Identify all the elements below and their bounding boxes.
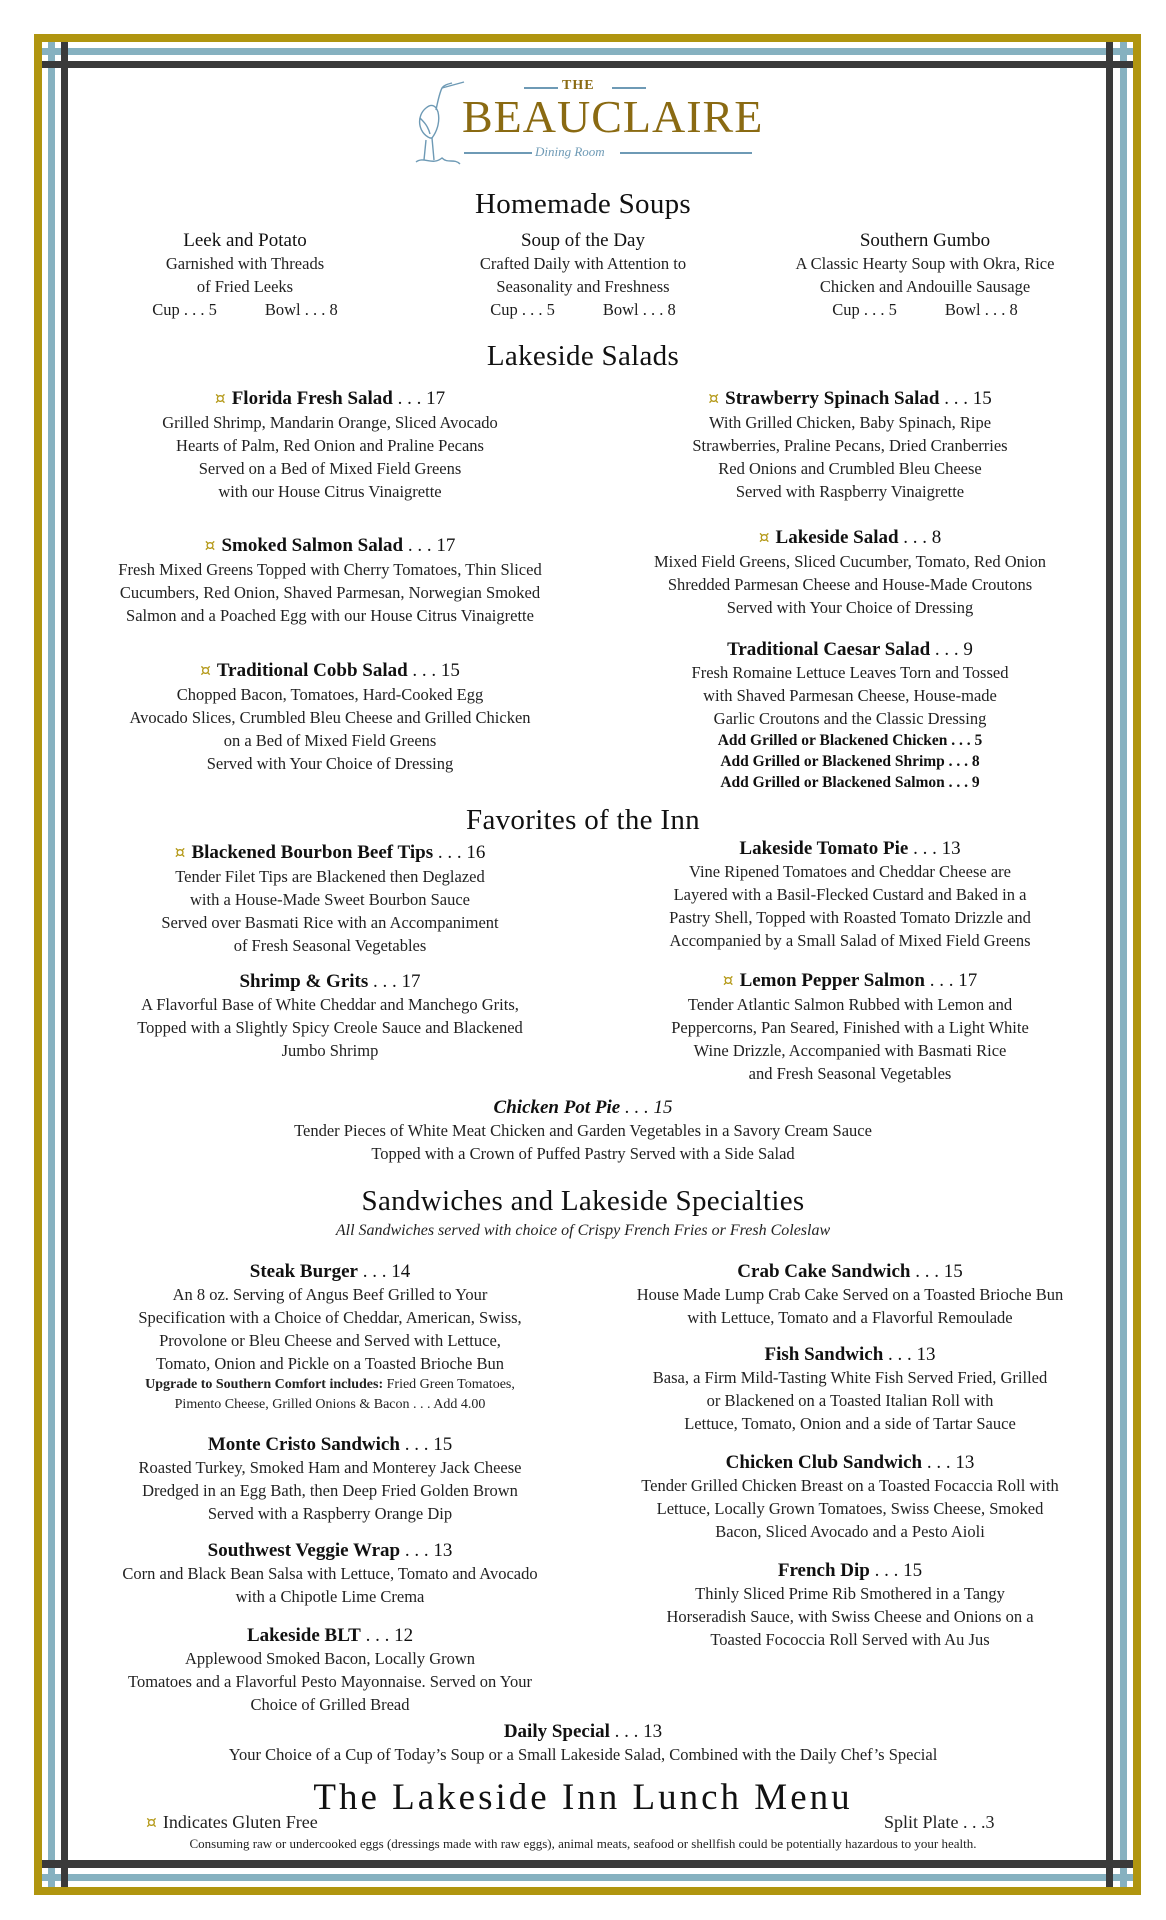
gluten-free-icon: ¤ <box>758 528 770 548</box>
beauclaire-logo <box>412 78 764 170</box>
section-title-salads: Lakeside Salads <box>486 340 680 372</box>
item-desc-line: with Shaved Parmesan Cheese, House-made <box>703 686 997 705</box>
upgrade-line <box>70 1375 590 1395</box>
item-name: Monte Cristo Sandwich <box>207 1434 400 1455</box>
soup-prices <box>110 298 380 321</box>
menu-item <box>600 387 1100 503</box>
cup-price: Cup . . . 5 <box>832 300 897 319</box>
border-gold-top <box>34 34 1141 42</box>
gluten-free-icon: ¤ <box>722 971 734 991</box>
item-name: Traditional Cobb Salad <box>216 660 408 681</box>
item-desc-line: Strawberries, Praline Pecans, Dried Cranberries <box>692 436 1008 455</box>
menu-item <box>590 1260 1110 1329</box>
item-name: Traditional Caesar Salad <box>727 639 931 660</box>
soup-desc-line: Seasonality and Freshness <box>496 277 670 296</box>
item-price: . . . 13 <box>609 1721 663 1742</box>
item-desc-line: Applewood Smoked Bacon, Locally Grown <box>184 1649 476 1668</box>
item-desc-line: Served with Your Choice of Dressing <box>206 754 454 773</box>
item-desc-line: Garlic Croutons and the Classic Dressing <box>713 709 987 728</box>
item-desc-line: Tender Pieces of White Meat Chicken and Garden Vegetables in a Savory Cream Sauce <box>294 1121 872 1140</box>
menu-item <box>590 1343 1110 1435</box>
item-desc-line: of Fresh Seasonal Vegetables <box>233 936 427 955</box>
item-name: Southwest Veggie Wrap <box>207 1540 401 1561</box>
item-desc-line: Toasted Fococcia Roll Served with Au Jus <box>710 1630 990 1649</box>
item-desc-line: Hearts of Palm, Red Onion and Praline Pecans <box>176 436 484 455</box>
logo-rule <box>620 152 752 154</box>
item-desc-line: Corn and Black Bean Salsa with Lettuce, Tomato and Avocado <box>122 1564 538 1583</box>
item-desc-line: Red Onions and Crumbled Bleu Cheese <box>718 459 982 478</box>
item-desc-line: Dredged in an Egg Bath, then Deep Fried Golden Brown <box>142 1481 518 1500</box>
item-desc-line: Basa, a Firm Mild-Tasting White Fish Served Fried, Grilled <box>652 1368 1048 1387</box>
item-name: Steak Burger <box>249 1261 358 1282</box>
bowl-price: Bowl . . . 8 <box>944 300 1018 319</box>
item-price: . . . 13 <box>922 1452 975 1473</box>
item-name: Crab Cake Sandwich <box>737 1261 911 1282</box>
menu-item <box>80 1720 1086 1766</box>
border-gold-bottom <box>34 1887 1141 1895</box>
item-price: . . . 14 <box>357 1261 411 1282</box>
item-price: . . . 12 <box>360 1625 414 1646</box>
upgrade-label: Upgrade to Southern Comfort includes: <box>145 1377 384 1392</box>
addon-option: Add Grilled or Blackened Shrimp . . . 8 <box>720 753 980 770</box>
item-price: . . . 17 <box>392 388 446 409</box>
item-desc-line: with Lettuce, Tomato and a Flavorful Remoulade <box>687 1308 1013 1327</box>
menu-item <box>70 1433 590 1525</box>
gluten-free-icon: ¤ <box>708 389 720 409</box>
item-desc-line: Your Choice of a Cup of Today’s Soup or a Small Lakeside Salad, Combined with the Daily Chef’s Special <box>228 1745 938 1764</box>
item-name: Lakeside Salad <box>775 527 899 548</box>
item-name: Strawberry Spinach Salad <box>725 388 940 409</box>
logo-subtitle: Dining Room <box>535 144 605 159</box>
item-price: . . . 13 <box>883 1344 936 1365</box>
item-desc-line: An 8 oz. Serving of Angus Beef Grilled to Your <box>172 1285 488 1304</box>
bowl-price: Bowl . . . 8 <box>602 300 676 319</box>
soup-item <box>110 229 380 321</box>
item-price: . . . 9 <box>930 639 973 660</box>
menu-item <box>80 1096 1086 1165</box>
border-blue-left <box>48 42 55 1887</box>
menu-item <box>600 526 1100 619</box>
item-desc-line: on a Bed of Mixed Field Greens <box>223 731 437 750</box>
item-price: . . . 15 <box>910 1261 963 1282</box>
border-dark-left <box>61 42 68 1887</box>
item-desc-line: Topped with a Slightly Spicy Creole Sauce and Blackened <box>137 1018 523 1037</box>
item-desc-line: Choice of Grilled Bread <box>250 1695 410 1714</box>
gluten-free-icon: ¤ <box>174 843 186 863</box>
soup-name: Soup of the Day <box>520 230 645 251</box>
item-desc-line: Tomato, Onion and Pickle on a Toasted Brioche Bun <box>156 1354 504 1373</box>
menu-item <box>590 1451 1110 1543</box>
addon-option: Add Grilled or Blackened Chicken . . . 5 <box>717 732 983 749</box>
section-subtitle: All Sandwiches served with choice of Crispy French Fries or Fresh Coleslaw <box>335 1222 831 1239</box>
item-price: . . . 15 <box>620 1097 673 1118</box>
bowl-price: Bowl . . . 8 <box>264 300 338 319</box>
item-desc-line: Jumbo Shrimp <box>281 1041 379 1060</box>
item-desc-line: Tender Atlantic Salmon Rubbed with Lemon and <box>687 995 1013 1014</box>
menu-title: The Lakeside Inn Lunch Menu <box>313 1777 853 1818</box>
item-price: . . . 16 <box>433 842 486 863</box>
soup-desc-line: Garnished with Threads <box>165 254 325 273</box>
item-name: Shrimp & Grits <box>239 971 369 992</box>
item-desc-line: Tender Grilled Chicken Breast on a Toasted Focaccia Roll with <box>641 1476 1059 1495</box>
border-gold-right <box>1133 34 1141 1895</box>
item-price: . . . 17 <box>925 970 978 991</box>
gluten-free-icon: ¤ <box>200 661 211 681</box>
item-name: Chicken Club Sandwich <box>725 1452 923 1473</box>
menu-item <box>75 659 585 775</box>
item-price: . . . 15 <box>939 388 992 409</box>
health-warning: Consuming raw or undercooked eggs (dressings made with raw eggs), animal meats, seafood or shellfish could be potentially hazardous to your health. <box>189 1836 977 1851</box>
item-desc-line: House Made Lump Crab Cake Served on a Toasted Brioche Bun <box>636 1285 1064 1304</box>
item-desc-line: Shredded Parmesan Cheese and House-Made Croutons <box>667 575 1033 594</box>
item-name: Daily Special <box>503 1721 610 1742</box>
item-name: Blackened Bourbon Beef Tips <box>191 842 434 863</box>
item-desc-line: and Fresh Seasonal Vegetables <box>748 1064 952 1083</box>
item-desc-line: Fresh Mixed Greens Topped with Cherry Tomatoes, Thin Sliced <box>118 560 542 579</box>
upgrade-line: Pimento Cheese, Grilled Onions & Bacon . . . Add 4.00 <box>174 1397 486 1412</box>
item-price: . . . 15 <box>869 1560 923 1581</box>
menu-item <box>75 970 585 1062</box>
menu-item <box>80 387 580 503</box>
item-desc-line: Roasted Turkey, Smoked Ham and Monterey Jack Cheese <box>138 1458 522 1477</box>
menu-item <box>590 1559 1110 1651</box>
border-blue-top <box>42 48 1133 55</box>
item-desc-line: with a Chipotle Lime Crema <box>235 1587 425 1606</box>
item-desc-line: Wine Drizzle, Accompanied with Basmati Rice <box>693 1041 1007 1060</box>
item-desc-line: Vine Ripened Tomatoes and Cheddar Cheese are <box>689 862 1011 881</box>
item-desc-line: Lettuce, Tomato, Onion and a side of Tartar Sauce <box>684 1414 1016 1433</box>
logo-rule <box>524 87 558 89</box>
menu-item <box>70 1624 590 1716</box>
cup-price: Cup . . . 5 <box>490 300 555 319</box>
item-price: . . . 17 <box>368 971 421 992</box>
border-blue-bottom <box>42 1874 1133 1881</box>
section-title-soups: Homemade Soups <box>474 188 692 220</box>
item-name: Chicken Pot Pie <box>493 1097 621 1118</box>
section-title-favorites: Favorites of the Inn <box>466 804 700 836</box>
item-name: French Dip <box>777 1560 870 1581</box>
item-name: Fish Sandwich <box>764 1344 884 1365</box>
item-desc-line: Horseradish Sauce, with Swiss Cheese and Onions on a <box>666 1607 1034 1626</box>
item-desc-line: Provolone or Bleu Cheese and Served with Lettuce, <box>159 1331 501 1350</box>
item-desc-line: Served over Basmati Rice with an Accompaniment <box>161 913 499 932</box>
menu-item <box>600 969 1100 1085</box>
item-desc-line: With Grilled Chicken, Baby Spinach, Ripe <box>708 413 992 432</box>
item-desc-line: Served with Your Choice of Dressing <box>726 598 974 617</box>
border-dark-bottom <box>42 1860 1133 1868</box>
logo-rule <box>612 87 646 89</box>
gluten-free-legend <box>146 1812 318 1833</box>
soup-desc-line: A Classic Hearty Soup with Okra, Rice <box>795 254 1055 273</box>
item-desc-line: Pastry Shell, Topped with Roasted Tomato Drizzle and <box>669 908 1031 927</box>
menu-item <box>600 837 1100 952</box>
item-desc-line: Cucumbers, Red Onion, Shaved Parmesan, Norwegian Smoked <box>119 583 541 602</box>
item-desc-line: Lettuce, Locally Grown Tomatoes, Swiss Cheese, Smoked <box>656 1499 1044 1518</box>
item-desc-line: with our House Citrus Vinaigrette <box>218 482 442 501</box>
item-desc-line: Fresh Romaine Lettuce Leaves Torn and Tossed <box>691 663 1009 682</box>
legend-text: Indicates Gluten Free <box>162 1812 318 1832</box>
soup-item <box>433 229 733 321</box>
item-desc-line: Accompanied by a Small Salad of Mixed Field Greens <box>669 931 1031 950</box>
item-desc-line: Layered with a Basil-Flecked Custard and Baked in a <box>673 885 1027 904</box>
menu-item <box>70 534 590 627</box>
item-desc-line: Served with a Raspberry Orange Dip <box>207 1504 453 1523</box>
item-price: . . . 13 <box>908 838 961 859</box>
cup-price: Cup . . . 5 <box>152 300 217 319</box>
item-name: Lakeside Tomato Pie <box>739 838 909 859</box>
item-name: Lakeside BLT <box>246 1625 361 1646</box>
menu-item <box>70 1539 590 1608</box>
item-price: . . . 15 <box>399 1434 453 1455</box>
item-desc-line: Chopped Bacon, Tomatoes, Hard-Cooked Egg <box>176 685 484 704</box>
soup-name: Southern Gumbo <box>859 230 991 251</box>
item-desc-line: Grilled Shrimp, Mandarin Orange, Sliced Avocado <box>162 413 498 432</box>
upgrade-text: Fried Green Tomatoes, <box>383 1377 515 1392</box>
item-price: . . . 15 <box>407 660 460 681</box>
gluten-free-icon: ¤ <box>204 536 216 556</box>
logo-the: THE <box>562 78 595 93</box>
split-plate-note: Split Plate . . .3 <box>884 1812 995 1832</box>
item-price: . . . 17 <box>403 535 456 556</box>
item-desc-line: Bacon, Sliced Avocado and a Pesto Aioli <box>715 1522 985 1541</box>
logo-name: BEAUCLAIRE <box>462 91 764 142</box>
border-dark-top <box>42 61 1133 68</box>
menu-item <box>600 638 1100 793</box>
item-desc-line: Tomatoes and a Flavorful Pesto Mayonnaise. Served on Your <box>128 1672 532 1691</box>
item-desc-line: Avocado Slices, Crumbled Bleu Cheese and Grilled Chicken <box>129 708 531 727</box>
item-desc-line: Served with Raspberry Vinaigrette <box>735 482 965 501</box>
addon-option: Add Grilled or Blackened Salmon . . . 9 <box>720 774 980 791</box>
menu-item <box>70 1260 590 1415</box>
item-desc-line: Thinly Sliced Prime Rib Smothered in a Tangy <box>695 1584 1005 1603</box>
menu-item <box>80 841 580 957</box>
item-name: Lemon Pepper Salmon <box>739 970 925 991</box>
soup-desc-line: Chicken and Andouille Sausage <box>819 277 1031 296</box>
soup-desc-line: of Fried Leeks <box>196 277 294 296</box>
item-desc-line: Peppercorns, Pan Seared, Finished with a Light White <box>671 1018 1029 1037</box>
logo-rule <box>464 152 532 154</box>
soup-prices <box>770 298 1080 321</box>
gluten-free-icon: ¤ <box>146 1813 157 1833</box>
item-price: . . . 13 <box>400 1540 453 1561</box>
item-desc-line: Topped with a Crown of Puffed Pastry Served with a Side Salad <box>371 1144 795 1163</box>
border-gold-left <box>34 34 42 1895</box>
item-name: Smoked Salmon Salad <box>221 535 404 556</box>
item-desc-line: Served on a Bed of Mixed Field Greens <box>198 459 462 478</box>
item-name: Florida Fresh Salad <box>231 388 393 409</box>
item-desc-line: or Blackened on a Toasted Italian Roll with <box>706 1391 994 1410</box>
item-desc-line: Mixed Field Greens, Sliced Cucumber, Tomato, Red Onion <box>654 552 1046 571</box>
item-desc-line: A Flavorful Base of White Cheddar and Manchego Grits, <box>141 995 519 1014</box>
item-price: . . . 8 <box>898 527 942 548</box>
soup-name: Leek and Potato <box>183 230 307 251</box>
gluten-free-icon: ¤ <box>214 389 226 409</box>
item-desc-line: Specification with a Choice of Cheddar, American, Swiss, <box>138 1308 522 1327</box>
soup-item <box>770 229 1080 321</box>
soup-desc-line: Crafted Daily with Attention to <box>479 254 687 273</box>
item-desc-line: Tender Filet Tips are Blackened then Deglazed <box>175 867 485 886</box>
section-title-sandwiches: Sandwiches and Lakeside Specialties <box>361 1185 805 1217</box>
item-desc-line: with a House-Made Sweet Bourbon Sauce <box>190 890 470 909</box>
soup-prices <box>433 298 733 321</box>
item-desc-line: Salmon and a Poached Egg with our House Citrus Vinaigrette <box>126 606 534 625</box>
border-blue-right <box>1120 42 1127 1887</box>
